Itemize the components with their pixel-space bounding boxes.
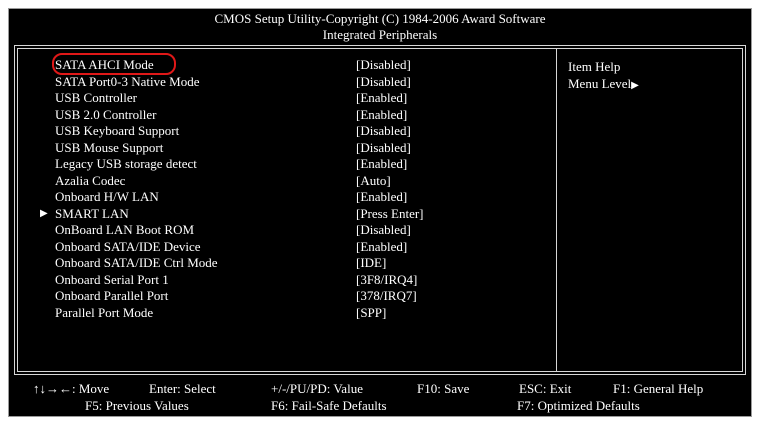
setting-label: Legacy USB storage detect xyxy=(55,156,197,171)
key-help: F1: General Help xyxy=(613,381,704,396)
menu-level-label: Menu Level xyxy=(568,76,632,91)
setting-row[interactable] xyxy=(18,272,554,289)
setting-row[interactable] xyxy=(18,123,554,140)
menu-level-arrow-icon: ▶ xyxy=(631,80,639,91)
setting-label: USB Keyboard Support xyxy=(55,123,180,138)
help-divider xyxy=(556,49,557,371)
setting-label: Onboard SATA/IDE Device xyxy=(55,238,201,254)
setting-label: USB Controller xyxy=(55,90,137,105)
setting-label: SMART LAN xyxy=(55,205,129,221)
setting-row[interactable] xyxy=(18,189,554,206)
item-help-title: Item Help xyxy=(568,59,621,74)
settings-frame xyxy=(14,45,746,375)
setting-row[interactable] xyxy=(18,90,554,107)
setting-value[interactable]: [Disabled] xyxy=(356,73,411,89)
setting-value[interactable]: [Disabled] xyxy=(356,123,411,138)
setting-label: USB Mouse Support xyxy=(55,139,164,155)
key-failsafe-defaults: F6: Fail-Safe Defaults xyxy=(271,398,387,413)
setting-value[interactable]: [SPP] xyxy=(356,304,387,320)
settings-frame-inner xyxy=(17,48,743,372)
setting-value[interactable]: [Press Enter] xyxy=(356,205,424,221)
setting-label: Onboard Parallel Port xyxy=(55,288,169,303)
page-title: Integrated Peripherals xyxy=(322,27,438,42)
submenu-arrow-icon: ▶ xyxy=(40,207,48,219)
key-previous-values: F5: Previous Values xyxy=(85,398,189,413)
menu-level xyxy=(568,76,639,94)
setting-row[interactable] xyxy=(18,107,554,124)
setting-row[interactable] xyxy=(18,305,554,322)
key-optimized-defaults: F7: Optimized Defaults xyxy=(517,398,640,413)
setting-value[interactable]: [Disabled] xyxy=(356,222,411,237)
setting-value[interactable]: [Enabled] xyxy=(356,238,408,254)
setting-value[interactable]: [IDE] xyxy=(356,255,387,270)
setting-row[interactable] xyxy=(18,288,554,305)
setting-row[interactable] xyxy=(18,222,554,239)
setting-row[interactable] xyxy=(18,206,554,223)
key-exit: ESC: Exit xyxy=(519,381,572,396)
setting-row[interactable] xyxy=(18,173,554,190)
settings-list xyxy=(18,57,554,321)
setting-value[interactable]: [Auto] xyxy=(356,172,391,188)
setting-value[interactable]: [378/IRQ7] xyxy=(356,288,417,303)
setting-row[interactable] xyxy=(18,255,554,272)
key-move: ↑↓→←: Move xyxy=(33,381,110,396)
setting-value[interactable]: [3F8/IRQ4] xyxy=(356,271,418,287)
setting-value[interactable]: [Enabled] xyxy=(356,90,408,105)
setting-value[interactable]: [Disabled] xyxy=(356,57,411,72)
setting-value[interactable]: [Enabled] xyxy=(356,156,408,171)
setting-label: Parallel Port Mode xyxy=(55,304,154,320)
key-legend xyxy=(9,375,751,415)
setting-label: SATA AHCI Mode xyxy=(55,57,154,72)
key-save: F10: Save xyxy=(417,381,470,396)
setting-label: Onboard Serial Port 1 xyxy=(55,271,169,287)
setting-value[interactable]: [Enabled] xyxy=(356,106,408,122)
setting-value[interactable]: [Enabled] xyxy=(356,189,408,204)
bios-screen xyxy=(8,8,752,417)
setting-row[interactable] xyxy=(18,57,554,74)
setting-row[interactable] xyxy=(18,156,554,173)
setting-row[interactable] xyxy=(18,74,554,91)
setting-value[interactable]: [Disabled] xyxy=(356,139,411,155)
setting-label: USB 2.0 Controller xyxy=(55,106,157,122)
setting-label: Azalia Codec xyxy=(55,172,126,188)
setting-label: OnBoard LAN Boot ROM xyxy=(55,222,195,237)
setting-label: Onboard H/W LAN xyxy=(55,189,159,204)
setting-row[interactable] xyxy=(18,239,554,256)
bios-title: CMOS Setup Utility-Copyright (C) 1984-2006 Award Software xyxy=(214,11,546,26)
setting-row[interactable] xyxy=(18,140,554,157)
item-help-panel xyxy=(568,59,639,94)
key-value: +/-/PU/PD: Value xyxy=(271,381,363,396)
setting-label: Onboard SATA/IDE Ctrl Mode xyxy=(55,255,218,270)
key-enter: Enter: Select xyxy=(149,381,216,396)
setting-label: SATA Port0-3 Native Mode xyxy=(55,73,200,89)
